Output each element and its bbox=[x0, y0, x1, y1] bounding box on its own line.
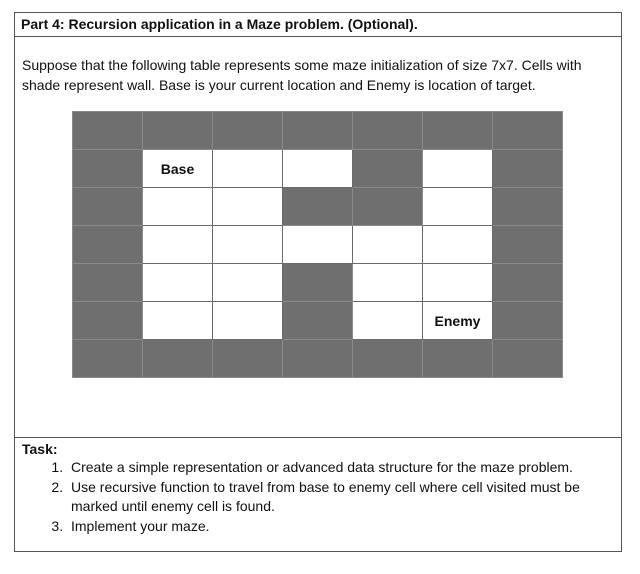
wall-cell bbox=[143, 340, 213, 378]
wall-cell bbox=[493, 150, 563, 188]
document-frame bbox=[14, 12, 622, 552]
task-item: 3. Implement your maze. bbox=[67, 517, 627, 537]
intro-paragraph: Suppose that the following table represents some maze initialization of size 7x7. Cells with shade represent wall. Base is your current location and Enemy is location of target. bbox=[22, 57, 582, 93]
wall-cell bbox=[423, 112, 493, 150]
open-cell bbox=[423, 226, 493, 264]
wall-cell bbox=[493, 340, 563, 378]
maze-row bbox=[73, 226, 563, 264]
wall-cell bbox=[493, 226, 563, 264]
open-cell bbox=[423, 150, 493, 188]
wall-cell bbox=[423, 340, 493, 378]
wall-cell bbox=[73, 188, 143, 226]
open-cell bbox=[213, 302, 283, 340]
wall-cell bbox=[283, 302, 353, 340]
wall-cell bbox=[143, 112, 213, 150]
wall-cell bbox=[73, 112, 143, 150]
open-cell bbox=[423, 188, 493, 226]
task-list bbox=[43, 458, 627, 536]
wall-cell bbox=[353, 340, 423, 378]
open-cell bbox=[353, 302, 423, 340]
wall-cell bbox=[73, 302, 143, 340]
open-cell bbox=[423, 264, 493, 302]
open-cell bbox=[353, 226, 423, 264]
task-item: 2. Use recursive function to travel from base to enemy cell where cell visited must be marked until enemy cell is found. bbox=[67, 478, 627, 517]
open-cell bbox=[143, 188, 213, 226]
wall-cell bbox=[283, 340, 353, 378]
wall-cell bbox=[493, 188, 563, 226]
open-cell bbox=[213, 150, 283, 188]
wall-cell bbox=[213, 340, 283, 378]
maze-row bbox=[73, 340, 563, 378]
task-item: 1. Create a simple representation or advanced data structure for the maze problem. bbox=[67, 458, 627, 478]
section-title: Part 4: Recursion application in a Maze problem. (Optional). bbox=[15, 13, 621, 37]
wall-cell bbox=[493, 264, 563, 302]
open-cell bbox=[213, 188, 283, 226]
open-cell bbox=[283, 226, 353, 264]
wall-cell bbox=[353, 112, 423, 150]
open-cell bbox=[213, 264, 283, 302]
enemy-cell: Enemy bbox=[423, 302, 493, 340]
open-cell bbox=[283, 150, 353, 188]
wall-cell bbox=[283, 112, 353, 150]
open-cell bbox=[143, 264, 213, 302]
wall-cell bbox=[353, 150, 423, 188]
wall-cell bbox=[283, 188, 353, 226]
maze-row bbox=[73, 188, 563, 226]
wall-cell bbox=[213, 112, 283, 150]
wall-cell bbox=[283, 264, 353, 302]
base-cell: Base bbox=[143, 150, 213, 188]
maze-table bbox=[72, 111, 563, 378]
maze-row bbox=[73, 150, 563, 188]
wall-cell bbox=[493, 112, 563, 150]
wall-cell bbox=[353, 188, 423, 226]
wall-cell bbox=[73, 264, 143, 302]
task-divider bbox=[15, 437, 621, 438]
maze-row bbox=[73, 302, 563, 340]
wall-cell bbox=[73, 340, 143, 378]
open-cell bbox=[213, 226, 283, 264]
task-heading: Task: bbox=[22, 441, 58, 457]
open-cell bbox=[353, 264, 423, 302]
wall-cell bbox=[73, 150, 143, 188]
open-cell bbox=[143, 226, 213, 264]
maze-row bbox=[73, 264, 563, 302]
open-cell bbox=[143, 302, 213, 340]
wall-cell bbox=[73, 226, 143, 264]
maze-row bbox=[73, 112, 563, 150]
wall-cell bbox=[493, 302, 563, 340]
